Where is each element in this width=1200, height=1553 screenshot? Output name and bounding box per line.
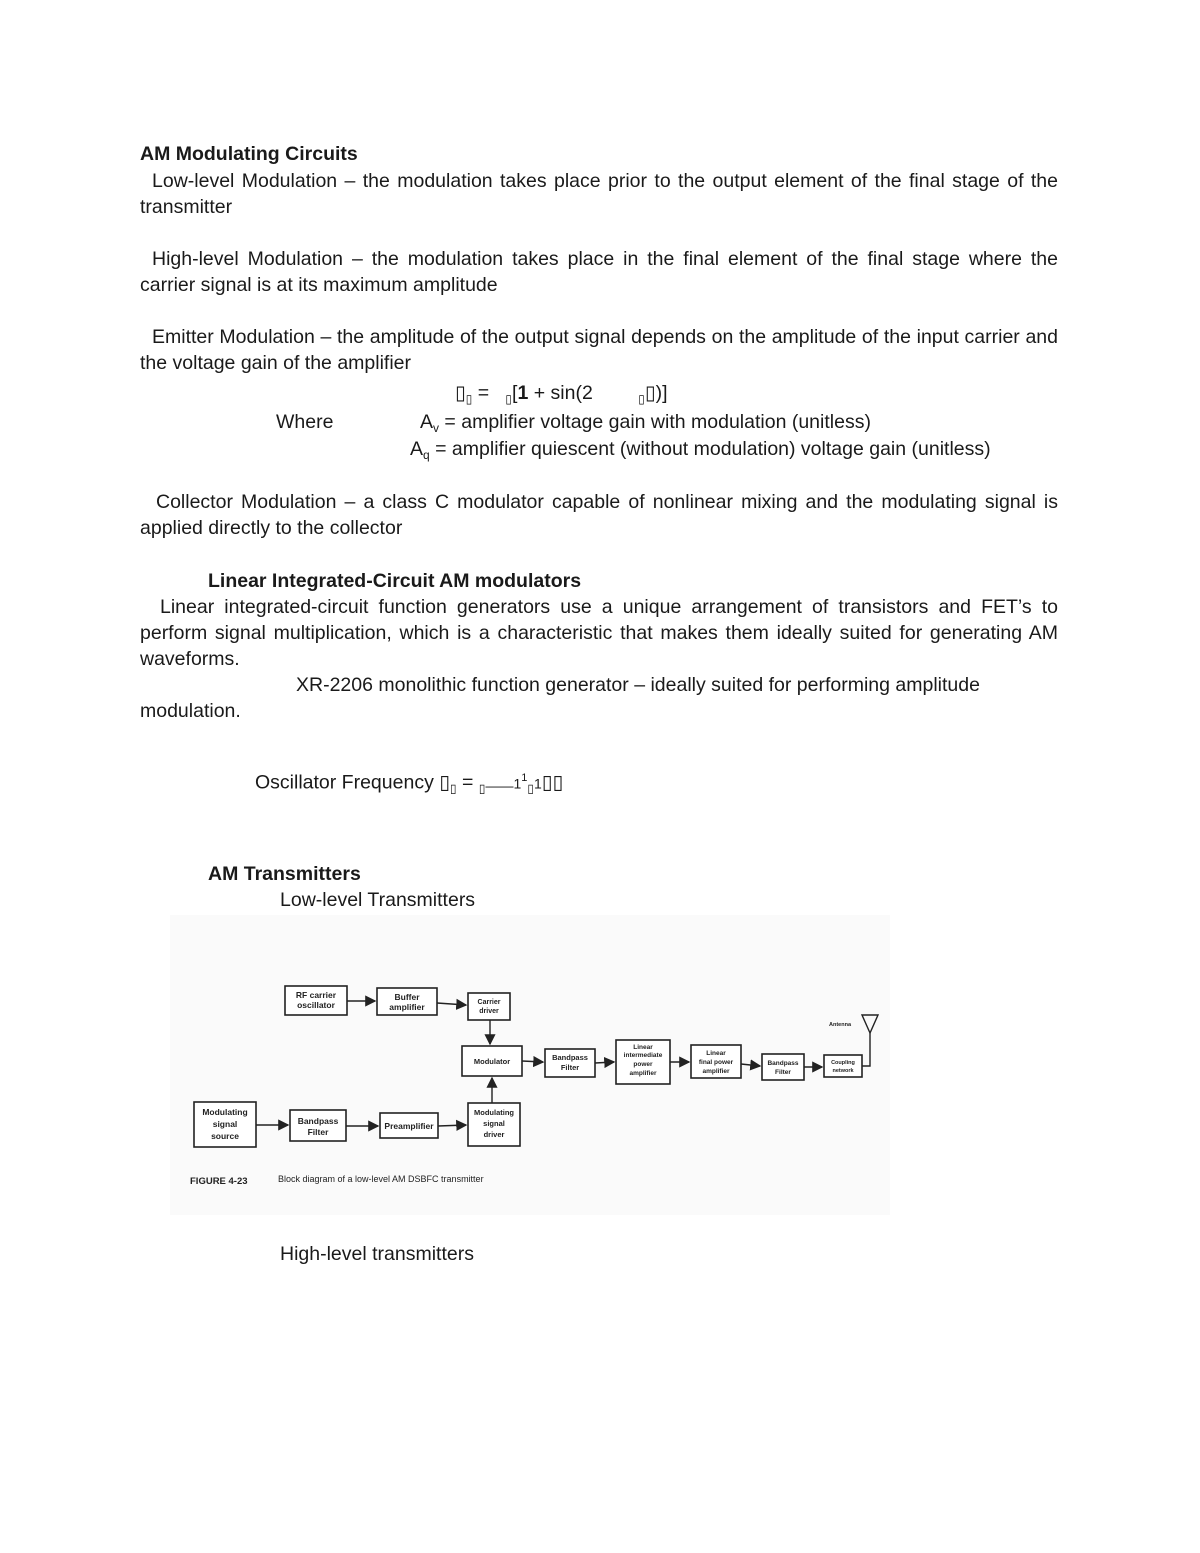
label-mod-driver-1: Modulating (474, 1108, 514, 1117)
label-bandpass3-2: Filter (307, 1127, 329, 1137)
osc-one-sup: 1 (521, 772, 528, 784)
low-level-text: Low-level Modulation – the modulation takes place prior to the output element of the final stage of the transmitter (140, 170, 1058, 218)
emitter-equation (455, 380, 668, 412)
block-bandpass-filter-2 (762, 1054, 804, 1080)
label-mod-source-1: Modulating (202, 1107, 248, 1117)
label-bandpass2-2: Filter (775, 1069, 791, 1076)
arrow-preamp-to-driver (438, 1125, 466, 1126)
osc-one-b: 1 (533, 775, 542, 792)
osc-equals: = (462, 771, 474, 794)
label-linear-int-2: intermediate (623, 1052, 663, 1059)
label-linear-final-3: amplifier (702, 1068, 730, 1075)
label-bandpass1-1: Bandpass (552, 1053, 588, 1062)
osc-label: Oscillator Frequency (255, 771, 434, 794)
osc-frac-symbol: ▯ (478, 781, 486, 796)
paragraph-collector-modulation (140, 489, 1058, 541)
label-mod-driver-3: driver (483, 1130, 505, 1139)
label-carrier-1: Carrier (477, 999, 501, 1006)
label-linear-int-3: power (633, 1061, 653, 1068)
label-modulator: Modulator (473, 1057, 511, 1066)
aq-text: = amplifier quiescent (without modulation) voltage gain (unitless) (429, 438, 991, 460)
osc-frac-line: —— (485, 777, 514, 794)
high-level-text: High-level Modulation – the modulation takes place in the final element of the final stage where the carrier signal is at its maximum amplitude (140, 248, 1058, 296)
label-carrier-2: driver (479, 1008, 499, 1015)
block-diagram-low-level-am-transmitter (170, 915, 890, 1215)
low-level-transmitters-label: Low-level Transmitters (280, 889, 476, 911)
label-antenna: Antenna (829, 1022, 851, 1028)
arrow-bandpass-to-linear-int (595, 1062, 614, 1063)
xr2206-line-2: modulation. (140, 700, 241, 722)
label-mod-source-3: source (211, 1131, 239, 1141)
figure-caption-label: FIGURE 4-23 (190, 1176, 248, 1187)
eq-symbol-2: ▯ (644, 382, 656, 404)
eq-equals: = (477, 382, 490, 404)
label-mod-source-2: signal (212, 1119, 238, 1129)
emitter-text: Emitter Modulation – the amplitude of the output signal depends on the amplitude of the input carrier and the voltage gain of the amplifier (140, 326, 1058, 374)
where-label: Where (276, 411, 334, 433)
eq-sub-2: ▯ (505, 392, 513, 406)
paragraph-emitter-modulation (140, 324, 1058, 376)
high-level-transmitters-label: High-level transmitters (280, 1243, 474, 1265)
eq-sub-1: ▯ (465, 392, 473, 406)
label-coupling-1: Coupling (831, 1060, 855, 1066)
label-linear-final-2: final power (698, 1059, 734, 1066)
label-bandpass3-1: Bandpass (297, 1116, 339, 1126)
label-bandpass1-2: Filter (560, 1063, 580, 1072)
label-linear-int-4: amplifier (629, 1070, 657, 1077)
osc-tail: ▯▯ (541, 771, 564, 794)
label-buffer-1: Buffer (394, 992, 420, 1002)
label-rf-carrier-2: oscillator (297, 1000, 335, 1010)
osc-frac-symbol-2: ▯ (527, 781, 534, 796)
av-symbol: A (420, 411, 434, 433)
paragraph-low-level-modulation (140, 168, 1058, 220)
block-carrier-driver (468, 993, 510, 1020)
arrow-modulator-to-bandpass (522, 1061, 543, 1062)
heading-am-transmitters: AM Transmitters (208, 863, 361, 885)
oscillator-frequency (255, 765, 563, 802)
eq-sin: sin(2 (550, 382, 593, 404)
label-rf-carrier-1: RF carrier (295, 990, 337, 1000)
label-mod-driver-2: signal (483, 1119, 505, 1128)
eq-bracket: [ (512, 382, 518, 404)
eq-one: 1 (517, 382, 529, 404)
eq-sub-3: ▯ (638, 392, 645, 406)
osc-symbol: ▯ (439, 771, 450, 794)
aq-definition (410, 436, 991, 468)
xr2206-line-1: XR-2206 monolithic function generator – ideally suited for performing amplitude (296, 674, 980, 696)
eq-symbol-1: ▯ (455, 382, 466, 404)
heading-linear-ic-am-modulators: Linear Integrated-Circuit AM modulators (208, 570, 582, 592)
label-linear-final-1: Linear (706, 1050, 726, 1057)
aq-symbol: A (410, 438, 424, 460)
label-buffer-2: amplifier (389, 1002, 425, 1012)
paragraph-linear-ic (140, 594, 1058, 672)
heading-am-modulating-circuits: AM Modulating Circuits (140, 143, 358, 165)
osc-sub: ▯ (449, 781, 457, 796)
label-bandpass2-1: Bandpass (767, 1060, 799, 1067)
paragraph-high-level-modulation (140, 246, 1058, 298)
label-coupling-2: network (832, 1068, 854, 1074)
aq-sub: q (423, 448, 430, 462)
label-linear-int-1: Linear (633, 1044, 653, 1051)
eq-close: )] (655, 382, 668, 404)
osc-one-a: 1 (513, 775, 522, 792)
av-text: = amplifier voltage gain with modulation (unitless) (439, 411, 871, 433)
av-sub: v (433, 421, 440, 435)
linear-ic-text: Linear integrated-circuit function generators use a unique arrangement of transistors and FET’s to perform signal multiplication, which is a characteristic that makes them ideally suited for generating AM waveforms. (140, 596, 1058, 670)
figure-caption-text: Block diagram of a low-level AM DSBFC transmitter (278, 1174, 484, 1184)
label-preamp: Preamplifier (384, 1121, 434, 1131)
collector-text: Collector Modulation – a class C modulator capable of nonlinear mixing and the modulating signal is applied directly to the collector (140, 491, 1058, 539)
eq-plus: + (533, 382, 546, 404)
